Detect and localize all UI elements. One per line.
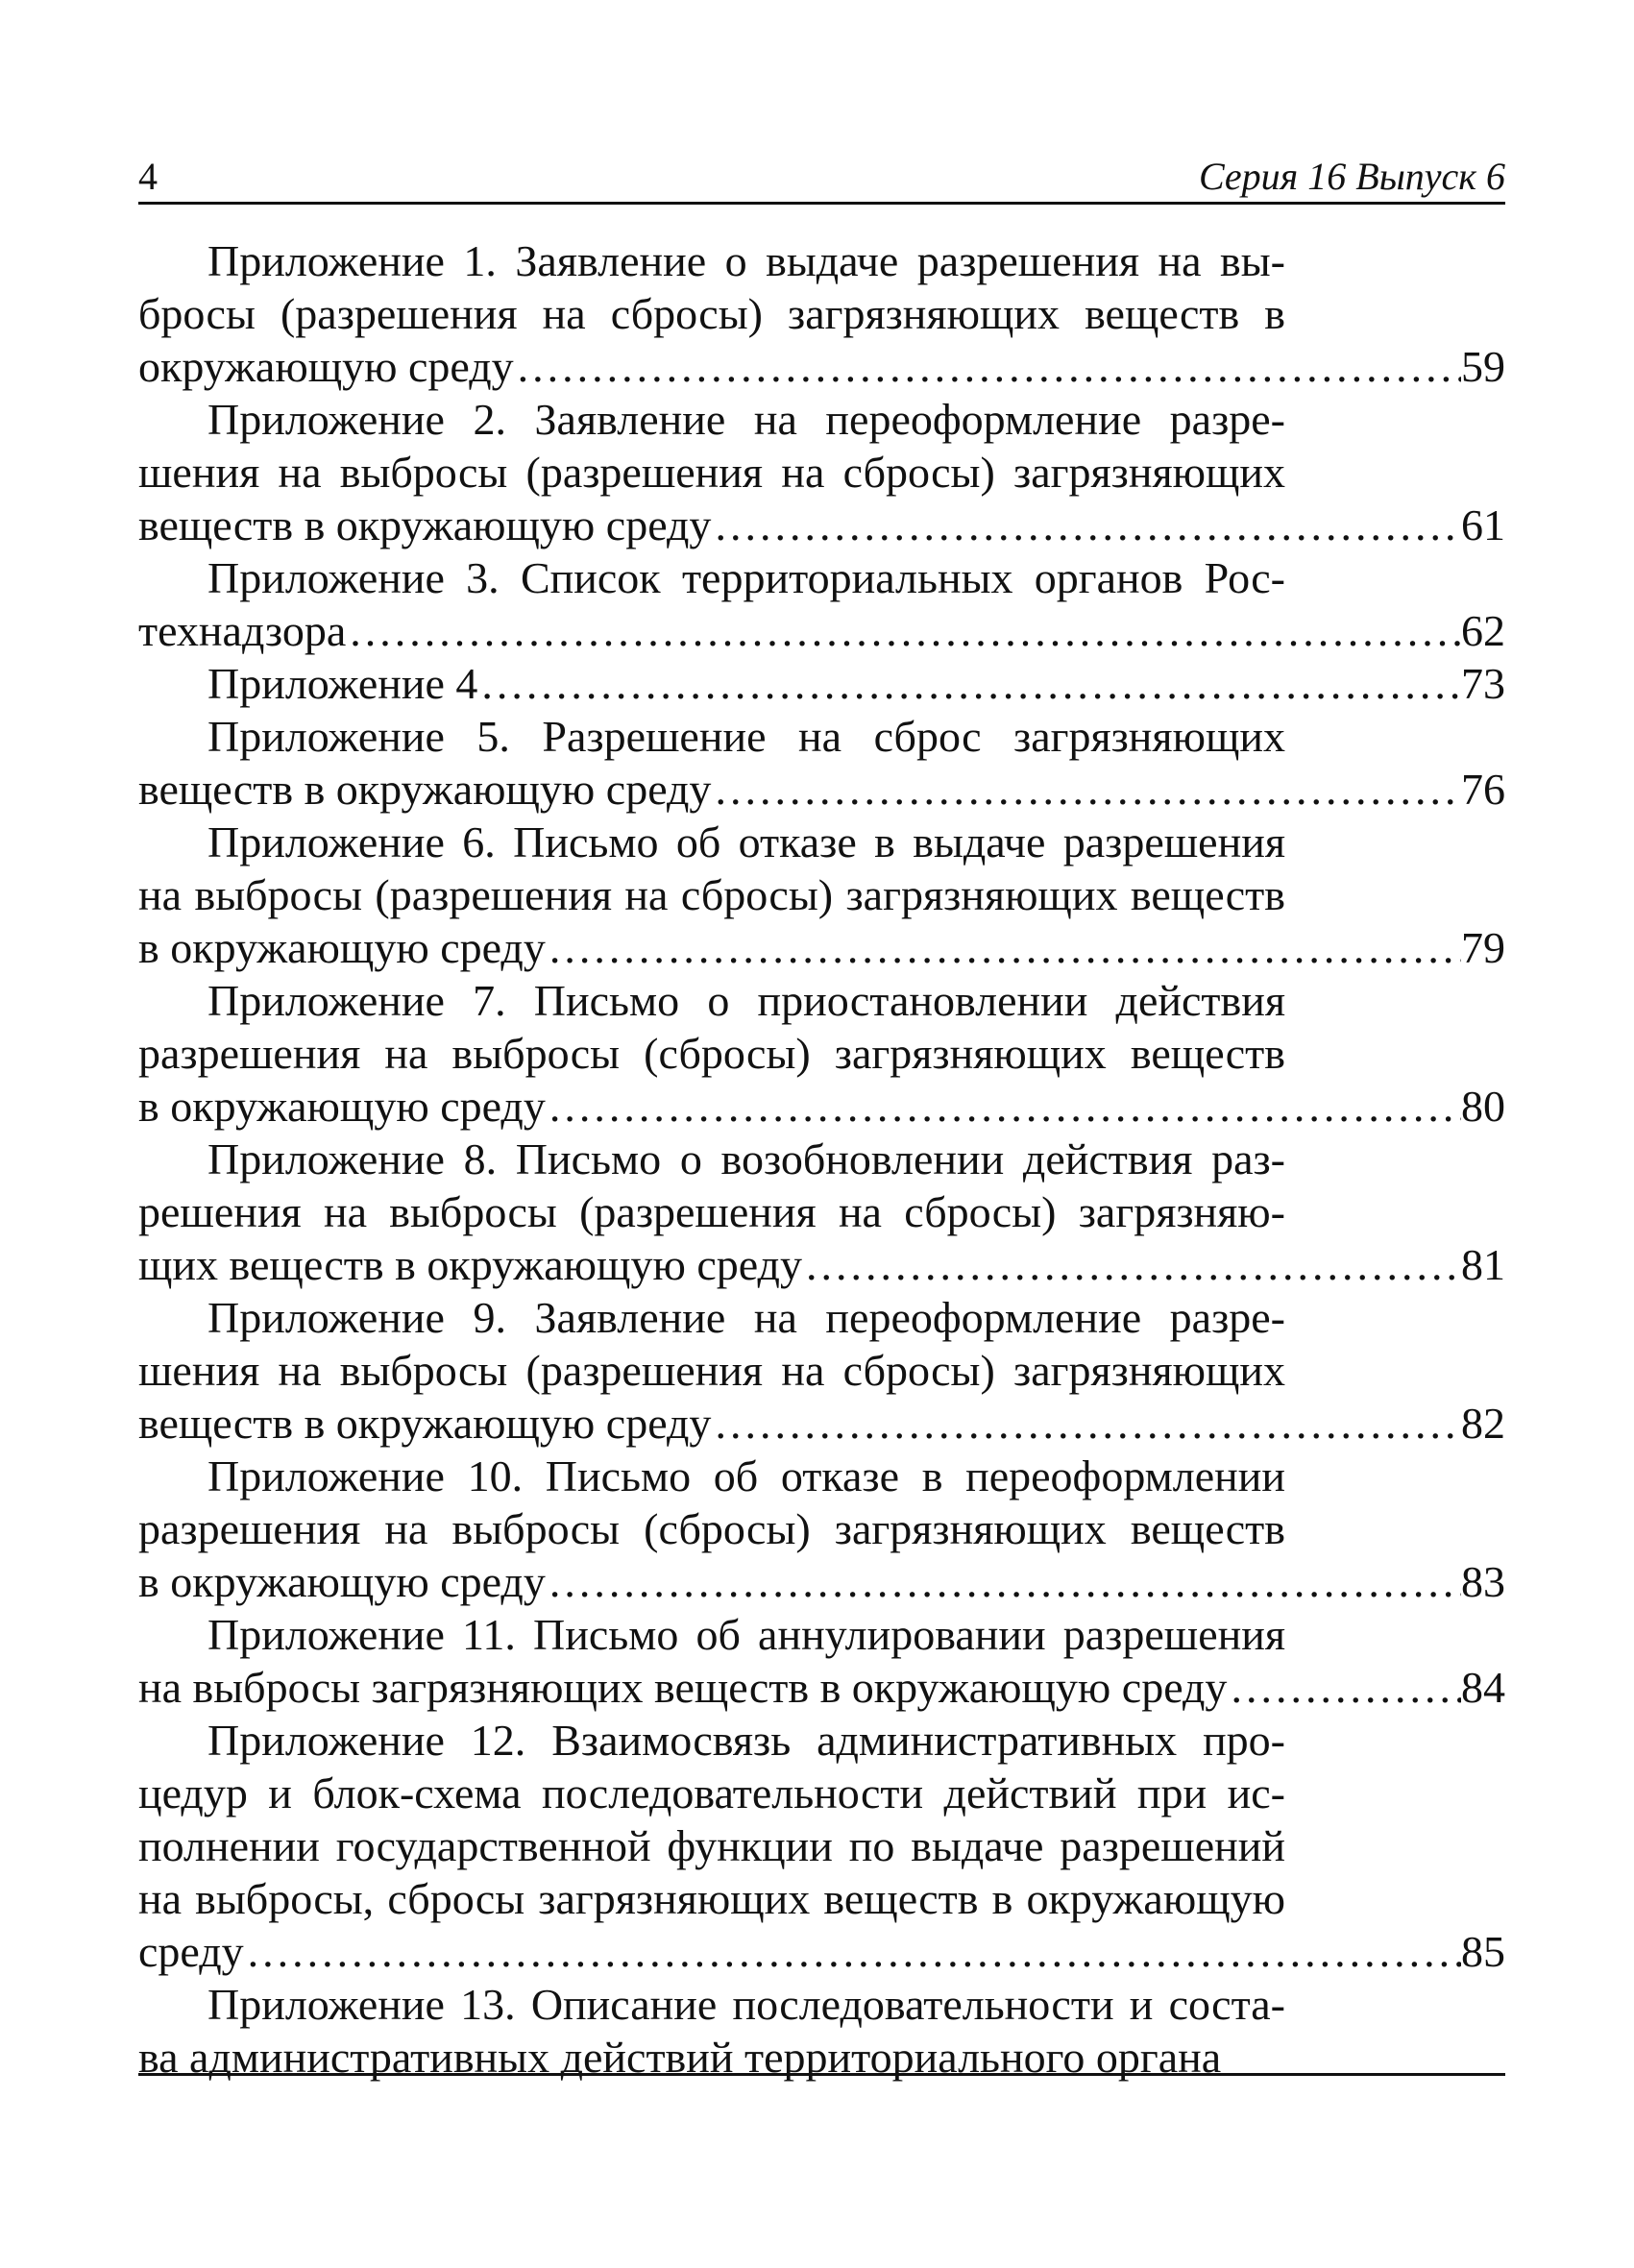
toc-entry — [138, 974, 1505, 1133]
dot-leader — [711, 763, 1461, 816]
toc-entry-title-end: технадзора — [138, 606, 347, 655]
toc-entry-last-line — [138, 340, 1505, 393]
toc-entry-text-line: разрешения на выбросы (сбросы) загрязняющих веществ — [138, 1029, 1285, 1078]
toc-entry-text-line: шения на выбросы (разрешения на сбросы) загрязняющих — [138, 448, 1285, 497]
running-header — [138, 144, 1505, 205]
toc-entry-text-line: полнении государственной функции по выдаче разрешений — [138, 1821, 1285, 1870]
toc-page-number: 84 — [1461, 1663, 1505, 1712]
toc-entry-text-line: Приложение 5. Разрешение на сброс загрязняющих — [207, 712, 1285, 761]
dot-leader — [1227, 1661, 1461, 1714]
dot-leader — [244, 1925, 1461, 1978]
toc-entry-text-line: бросы (разрешения на сбросы) загрязняющих веществ в — [138, 289, 1285, 338]
toc-entry — [138, 234, 1505, 393]
page-number: 4 — [138, 155, 158, 198]
toc-entry-title-end: Приложение 4 — [207, 659, 478, 708]
toc-entry-title-end: в окружающую среду — [138, 1557, 546, 1606]
toc-entry — [138, 1291, 1505, 1450]
toc-entry-text-line: шения на выбросы (разрешения на сбросы) загрязняющих — [138, 1346, 1285, 1395]
toc-entry-text-line: решения на выбросы (разрешения на сбросы) загрязняю- — [138, 1187, 1285, 1236]
toc-entry-text-line: Приложение 3. Список территориальных органов Рос- — [207, 553, 1285, 602]
toc-entry-text-line: Приложение 9. Заявление на переоформление разре- — [207, 1293, 1285, 1342]
toc-entry — [138, 816, 1505, 974]
toc-entry-title-end: на выбросы загрязняющих веществ в окружающую среду — [138, 1663, 1228, 1712]
toc-page-number: 85 — [1461, 1927, 1505, 1976]
toc-entry-title-end: в окружающую среду — [138, 923, 546, 972]
toc-entry — [138, 657, 1505, 710]
toc-entry — [138, 1714, 1505, 1978]
dot-leader — [546, 1555, 1461, 1608]
toc-entry-last-line — [138, 1397, 1505, 1450]
toc-entry-text-line: Приложение 2. Заявление на переоформление разре- — [207, 395, 1285, 444]
toc-entry-last-line — [138, 657, 1505, 710]
toc-entry-last-line — [138, 1661, 1505, 1714]
dot-leader — [346, 604, 1461, 657]
toc-page-number: 73 — [1461, 659, 1505, 708]
dot-leader — [477, 657, 1461, 710]
toc-entry-last-line — [138, 604, 1505, 657]
toc-entry-text-line: Приложение 6. Письмо об отказе в выдаче разрешения — [207, 817, 1285, 866]
toc-entry-title-end: окружающую среду — [138, 342, 514, 391]
dot-leader — [802, 1238, 1461, 1291]
toc-entry-title-end: в окружающую среду — [138, 1082, 546, 1131]
toc-entry-text-line: Приложение 11. Письмо об аннулировании разрешения — [207, 1610, 1285, 1659]
toc-entry-text-line: Приложение 1. Заявление о выдаче разрешения на вы- — [207, 236, 1285, 285]
table-of-contents — [138, 234, 1505, 2084]
toc-page-number: 59 — [1461, 342, 1505, 391]
toc-entry-text-line: ва административных действий территориального органа — [138, 2033, 1222, 2082]
toc-page-number: 80 — [1461, 1082, 1505, 1131]
toc-page-number: 81 — [1461, 1240, 1505, 1289]
toc-entry — [138, 1450, 1505, 1608]
toc-entry-text-line: Приложение 12. Взаимосвязь административных про- — [207, 1716, 1285, 1765]
footer-rule — [138, 2073, 1505, 2076]
series-title: Серия 16 Выпуск 6 — [1198, 155, 1505, 198]
toc-entry-last-line — [138, 1555, 1505, 1608]
toc-entry-text-line: Приложение 7. Письмо о приостановлении действия — [207, 976, 1285, 1025]
toc-entry-title-end: среду — [138, 1927, 244, 1976]
toc-entry-text-line: разрешения на выбросы (сбросы) загрязняющих веществ — [138, 1504, 1285, 1553]
toc-entry-last-line — [138, 1238, 1505, 1291]
toc-entry-title-end: веществ в окружающую среду — [138, 1399, 712, 1448]
toc-entry-title-end: веществ в окружающую среду — [138, 765, 712, 814]
toc-entry-text-line: Приложение 10. Письмо об отказе в переоформлении — [207, 1451, 1285, 1500]
toc-entry-title-end: щих веществ в окружающую среду — [138, 1240, 802, 1289]
toc-page-number: 79 — [1461, 923, 1505, 972]
toc-entry-text-line: на выбросы, сбросы загрязняющих веществ в окружающую — [138, 1874, 1285, 1923]
toc-entry-text-line: на выбросы (разрешения на сбросы) загрязняющих веществ — [138, 870, 1285, 919]
dot-leader — [514, 340, 1461, 393]
toc-entry-last-line — [138, 921, 1505, 974]
toc-entry-text-line: Приложение 8. Письмо о возобновлении действия раз- — [207, 1134, 1285, 1183]
dot-leader — [711, 499, 1461, 551]
dot-leader — [546, 1080, 1461, 1133]
toc-entry — [138, 1978, 1505, 2084]
toc-entry — [138, 1133, 1505, 1291]
toc-entry-last-line — [138, 763, 1505, 816]
toc-page-number: 62 — [1461, 606, 1505, 655]
dot-leader — [546, 921, 1461, 974]
toc-page-number: 76 — [1461, 765, 1505, 814]
toc-entry — [138, 393, 1505, 551]
toc-entry-last-line — [138, 1080, 1505, 1133]
toc-entry — [138, 551, 1505, 657]
toc-entry-last-line — [138, 499, 1505, 551]
toc-page-number: 83 — [1461, 1557, 1505, 1606]
toc-entry — [138, 710, 1505, 816]
toc-entry-text-line: цедур и блок-схема последовательности действий при ис- — [138, 1768, 1285, 1817]
toc-entry-title-end: веществ в окружающую среду — [138, 500, 712, 549]
toc-entry-last-line — [138, 1925, 1505, 1978]
toc-page-number: 82 — [1461, 1399, 1505, 1448]
toc-entry — [138, 1608, 1505, 1714]
toc-page-number: 61 — [1461, 500, 1505, 549]
toc-entry-text-line: Приложение 13. Описание последовательности и соста- — [207, 1980, 1285, 2029]
dot-leader — [711, 1397, 1461, 1450]
